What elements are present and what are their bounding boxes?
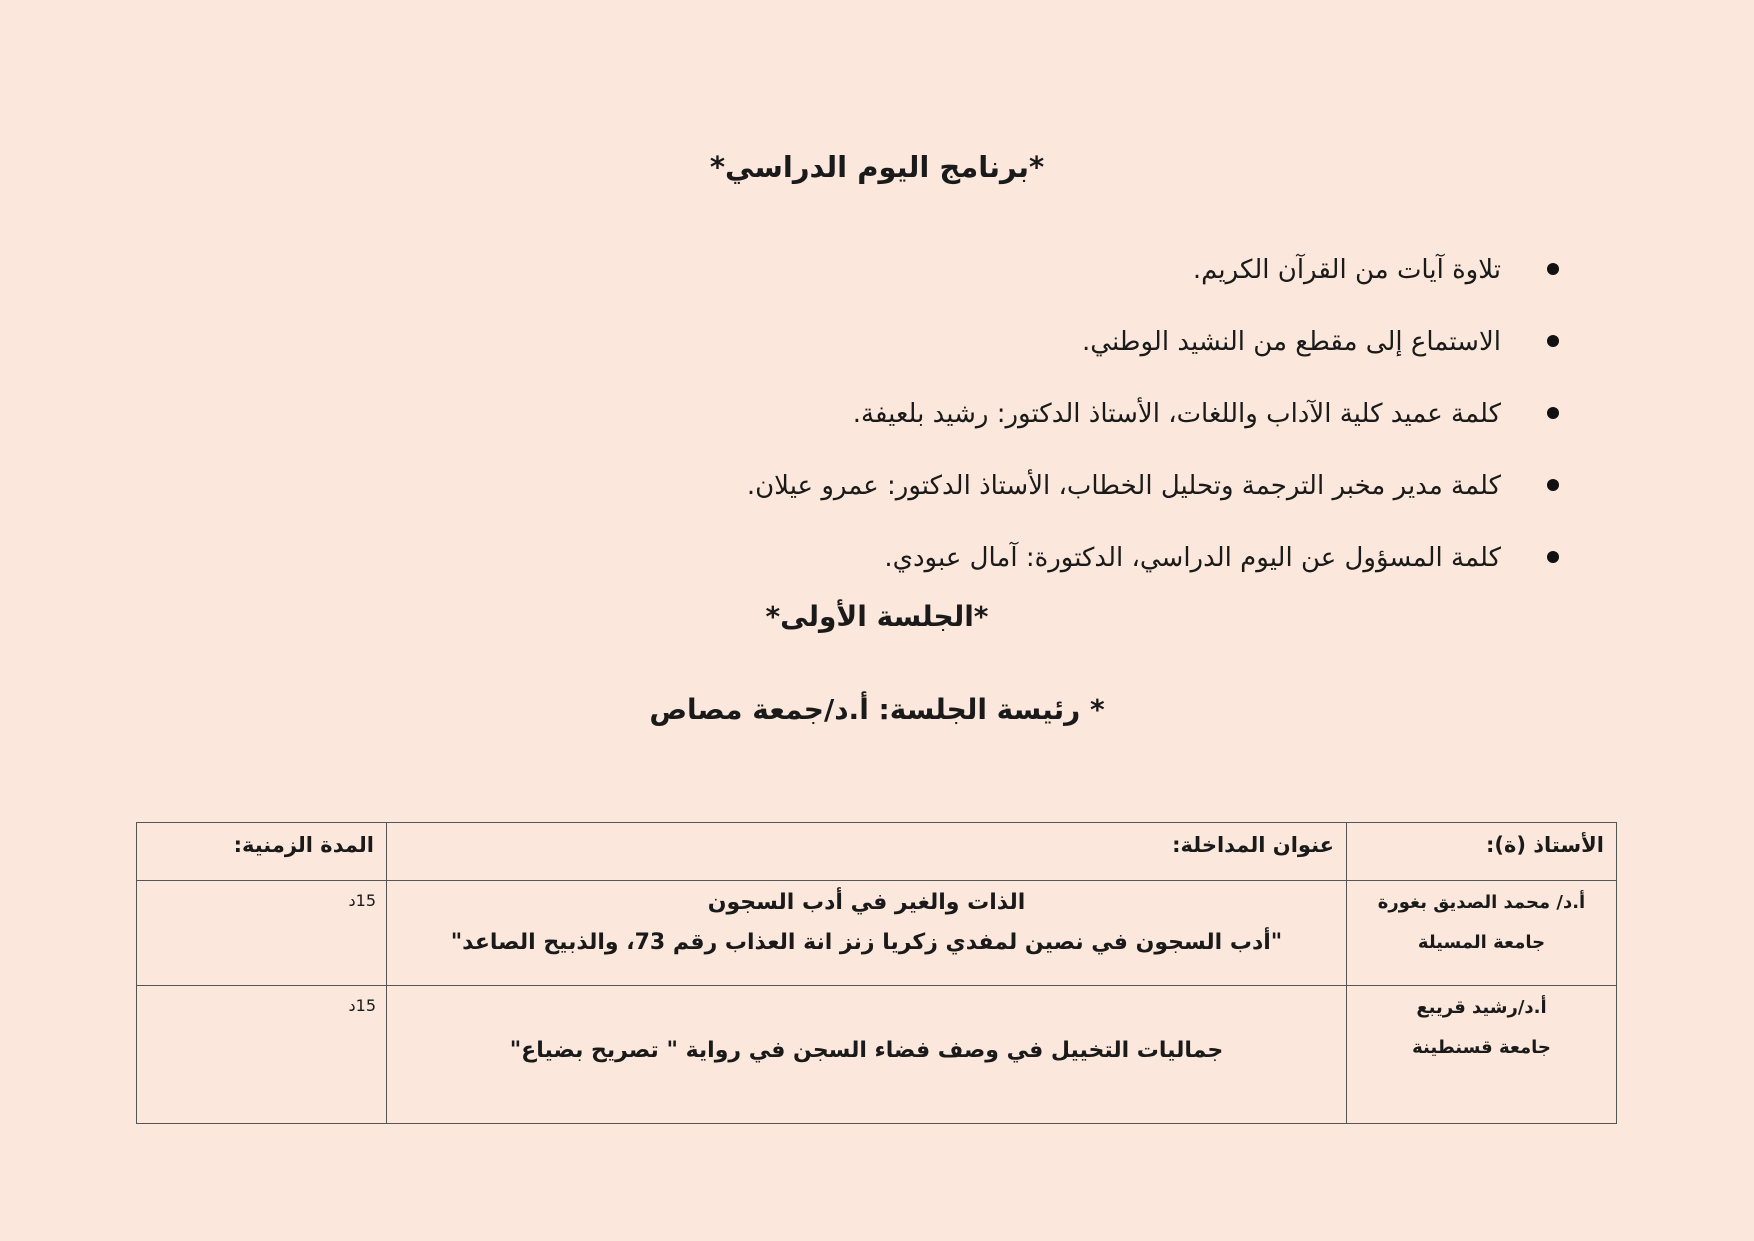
professor-name: أ.د/رشيد قريبع (1416, 997, 1547, 1018)
agenda-item-text: كلمة المسؤول عن اليوم الدراسي، الدكتورة: آمال عبودي. (884, 543, 1501, 573)
session-title: *الجلسة الأولى* (765, 600, 989, 633)
agenda-item-text: كلمة عميد كلية الآداب واللغات، الأستاذ الدكتور: رشيد بلعيفة. (852, 399, 1501, 429)
bullet-icon (1547, 479, 1559, 491)
agenda-item (459, 460, 1559, 532)
professor-university: جامعة قسنطينة (1412, 1037, 1551, 1058)
talk-title-line: الذات والغير في أدب السجون (707, 890, 1026, 915)
bullet-icon (1547, 551, 1559, 563)
talk-title-line: جماليات التخييل في وصف فضاء السجن في رواية " تصريح بضياع" (509, 1038, 1224, 1063)
agenda-item-text: كلمة مدير مخبر الترجمة وتحليل الخطاب، الأستاذ الدكتور: عمرو عيلان. (746, 471, 1501, 501)
talk-title-cell (387, 881, 1347, 986)
agenda-item (459, 244, 1559, 316)
duration-cell: 15د (137, 881, 387, 986)
bullet-icon (1547, 335, 1559, 347)
program-title: *برنامج اليوم الدراسي* (709, 150, 1045, 184)
professor-cell (1347, 986, 1617, 1124)
table-row (137, 986, 1617, 1124)
agenda-list (459, 244, 1559, 604)
header-duration: المدة الزمنية: (137, 823, 387, 881)
table-header-row (137, 823, 1617, 881)
table-row (137, 881, 1617, 986)
professor-university: جامعة المسيلة (1417, 932, 1546, 953)
agenda-item-text: الاستماع إلى مقطع من النشيد الوطني. (1082, 327, 1501, 357)
session-chair: * رئيسة الجلسة: أ.د/جمعة مصاص (649, 693, 1105, 726)
agenda-item (459, 532, 1559, 604)
talk-title-cell (387, 986, 1347, 1124)
sessions-table (136, 822, 1617, 1124)
professor-name: أ.د/ محمد الصديق بغورة (1377, 892, 1586, 913)
agenda-item-text: تلاوة آيات من القرآن الكريم. (1192, 255, 1501, 285)
bullet-icon (1547, 407, 1559, 419)
agenda-item (459, 388, 1559, 460)
talk-title-line: "أدب السجون في نصين لمفدي زكريا زنز انة العذاب رقم 73، والذبيح الصاعد" (450, 930, 1283, 955)
duration-cell: 15د (137, 986, 387, 1124)
professor-cell (1347, 881, 1617, 986)
header-professor: الأستاذ (ة): (1347, 823, 1617, 881)
agenda-item (459, 316, 1559, 388)
header-title: عنوان المداخلة: (387, 823, 1347, 881)
bullet-icon (1547, 263, 1559, 275)
